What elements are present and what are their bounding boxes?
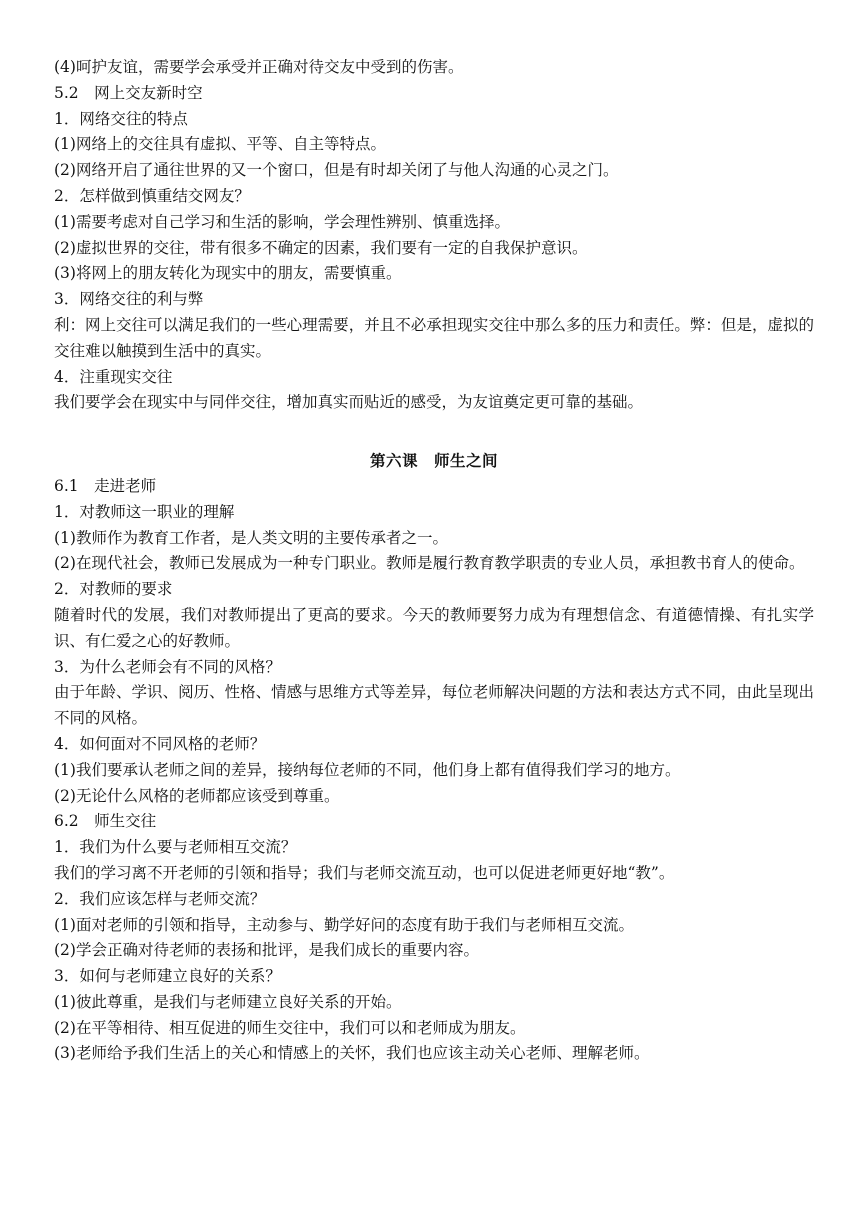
item-heading: 1．我们为什么要与老师相互交流？ (54, 838, 297, 857)
text-line: (3)将网上的朋友转化为现实中的朋友，需要慎重。 (54, 264, 402, 283)
section-teachers (54, 474, 814, 1067)
text-line: (2)在平等相待、相互促进的师生交往中，我们可以和老师成为朋友。 (54, 1018, 526, 1037)
item-heading: 3．如何与老师建立良好的关系？ (54, 967, 281, 986)
text-line: (4)呵护友谊，需要学会承受并正确对待交友中受到的伤害。 (54, 58, 464, 76)
item-heading: 3．为什么老师会有不同的风格？ (54, 657, 281, 676)
text-line: (1)需要考虑对自己学习和生活的影响，学会理性辨别、慎重选择。 (54, 212, 510, 231)
teacher-profession-paragraph: (2)在现代社会，教师已发展成为一种专门职业。教师是履行教育教学职责的专业人员，承担教书育人的使命。 (54, 554, 805, 573)
text-line: (1)网络上的交往具有虚拟、平等、自主等特点。 (54, 135, 386, 154)
item-heading: 1．对教师这一职业的理解 (54, 502, 235, 521)
text-line: (2)学会正确对待老师的表扬和批评，是我们成长的重要内容。 (54, 941, 479, 960)
lesson-title (54, 448, 814, 474)
text-line: (2)无论什么风格的老师都应该受到尊重。 (54, 786, 340, 805)
item-heading: 2．对教师的要求 (54, 580, 173, 599)
text-line: (2)网络开启了通往世界的又一个窗口，但是有时却关闭了与他人沟通的心灵之门。 (54, 161, 619, 180)
item-heading: 4．如何面对不同风格的老师？ (54, 734, 266, 753)
item-heading: 2．怎样做到慎重结交网友？ (54, 186, 250, 205)
text-line: (1)教师作为教育工作者，是人类文明的主要传承者之一。 (54, 528, 448, 547)
lesson-name: 师生之间 (434, 451, 499, 471)
text-line: (3)老师给予我们生活上的关心和情感上的关怀，我们也应该主动关心老师、理解老师。 (54, 1044, 650, 1063)
text-line: (1)面对老师的引领和指导，主动参与、勤学好问的态度有助于我们与老师相互交流。 (54, 915, 634, 934)
item-heading: 3．网络交往的利与弊 (54, 290, 204, 309)
section-heading: 6.1 走进老师 (54, 476, 157, 495)
text-line: (1)彼此尊重，是我们与老师建立良好关系的开始。 (54, 992, 402, 1011)
styles-paragraph: 由于年龄、学识、阅历、性格、情感与思维方式等差异，每位老师解决问题的方法和表达方式不同，由此呈现出不同的风格。 (54, 683, 814, 728)
item-heading: 2．我们应该怎样与老师交流？ (54, 889, 266, 908)
text-line: (1)我们要承认老师之间的差异，接纳每位老师的不同，他们身上都有值得我们学习的地方。 (54, 760, 681, 779)
text-line: 我们要学会在现实中与同伴交往，增加真实而贴近的感受，为友谊奠定更可靠的基础。 (54, 393, 644, 412)
text-line: (2)虚拟世界的交往，带有很多不确定的因素，我们要有一定的自我保护意识。 (54, 238, 588, 257)
text-line: 我们的学习离不开老师的引领和指导；我们与老师交流互动，也可以促进老师更好地“教”。 (54, 863, 675, 882)
requirements-paragraph: 随着时代的发展，我们对教师提出了更高的要求。今天的教师要努力成为有理想信念、有道德情操、有扎实学识、有仁爱之心的好教师。 (54, 605, 814, 650)
lesson-number: 第六课 (369, 451, 418, 471)
item-heading: 1．网络交往的特点 (54, 109, 188, 128)
section-heading: 6.2 师生交往 (54, 812, 157, 831)
item-heading: 4．注重现实交往 (54, 367, 173, 386)
document-page (54, 55, 814, 1067)
section-friendship-online (54, 55, 814, 416)
spacer (54, 416, 814, 448)
section-heading: 5.2 网上交友新时空 (54, 83, 203, 102)
pros-cons-paragraph: 利：网上交往可以满足我们的一些心理需要，并且不必承担现实交往中那么多的压力和责任。弊：但是，虚拟的交往难以触摸到生活中的真实。 (54, 315, 814, 360)
